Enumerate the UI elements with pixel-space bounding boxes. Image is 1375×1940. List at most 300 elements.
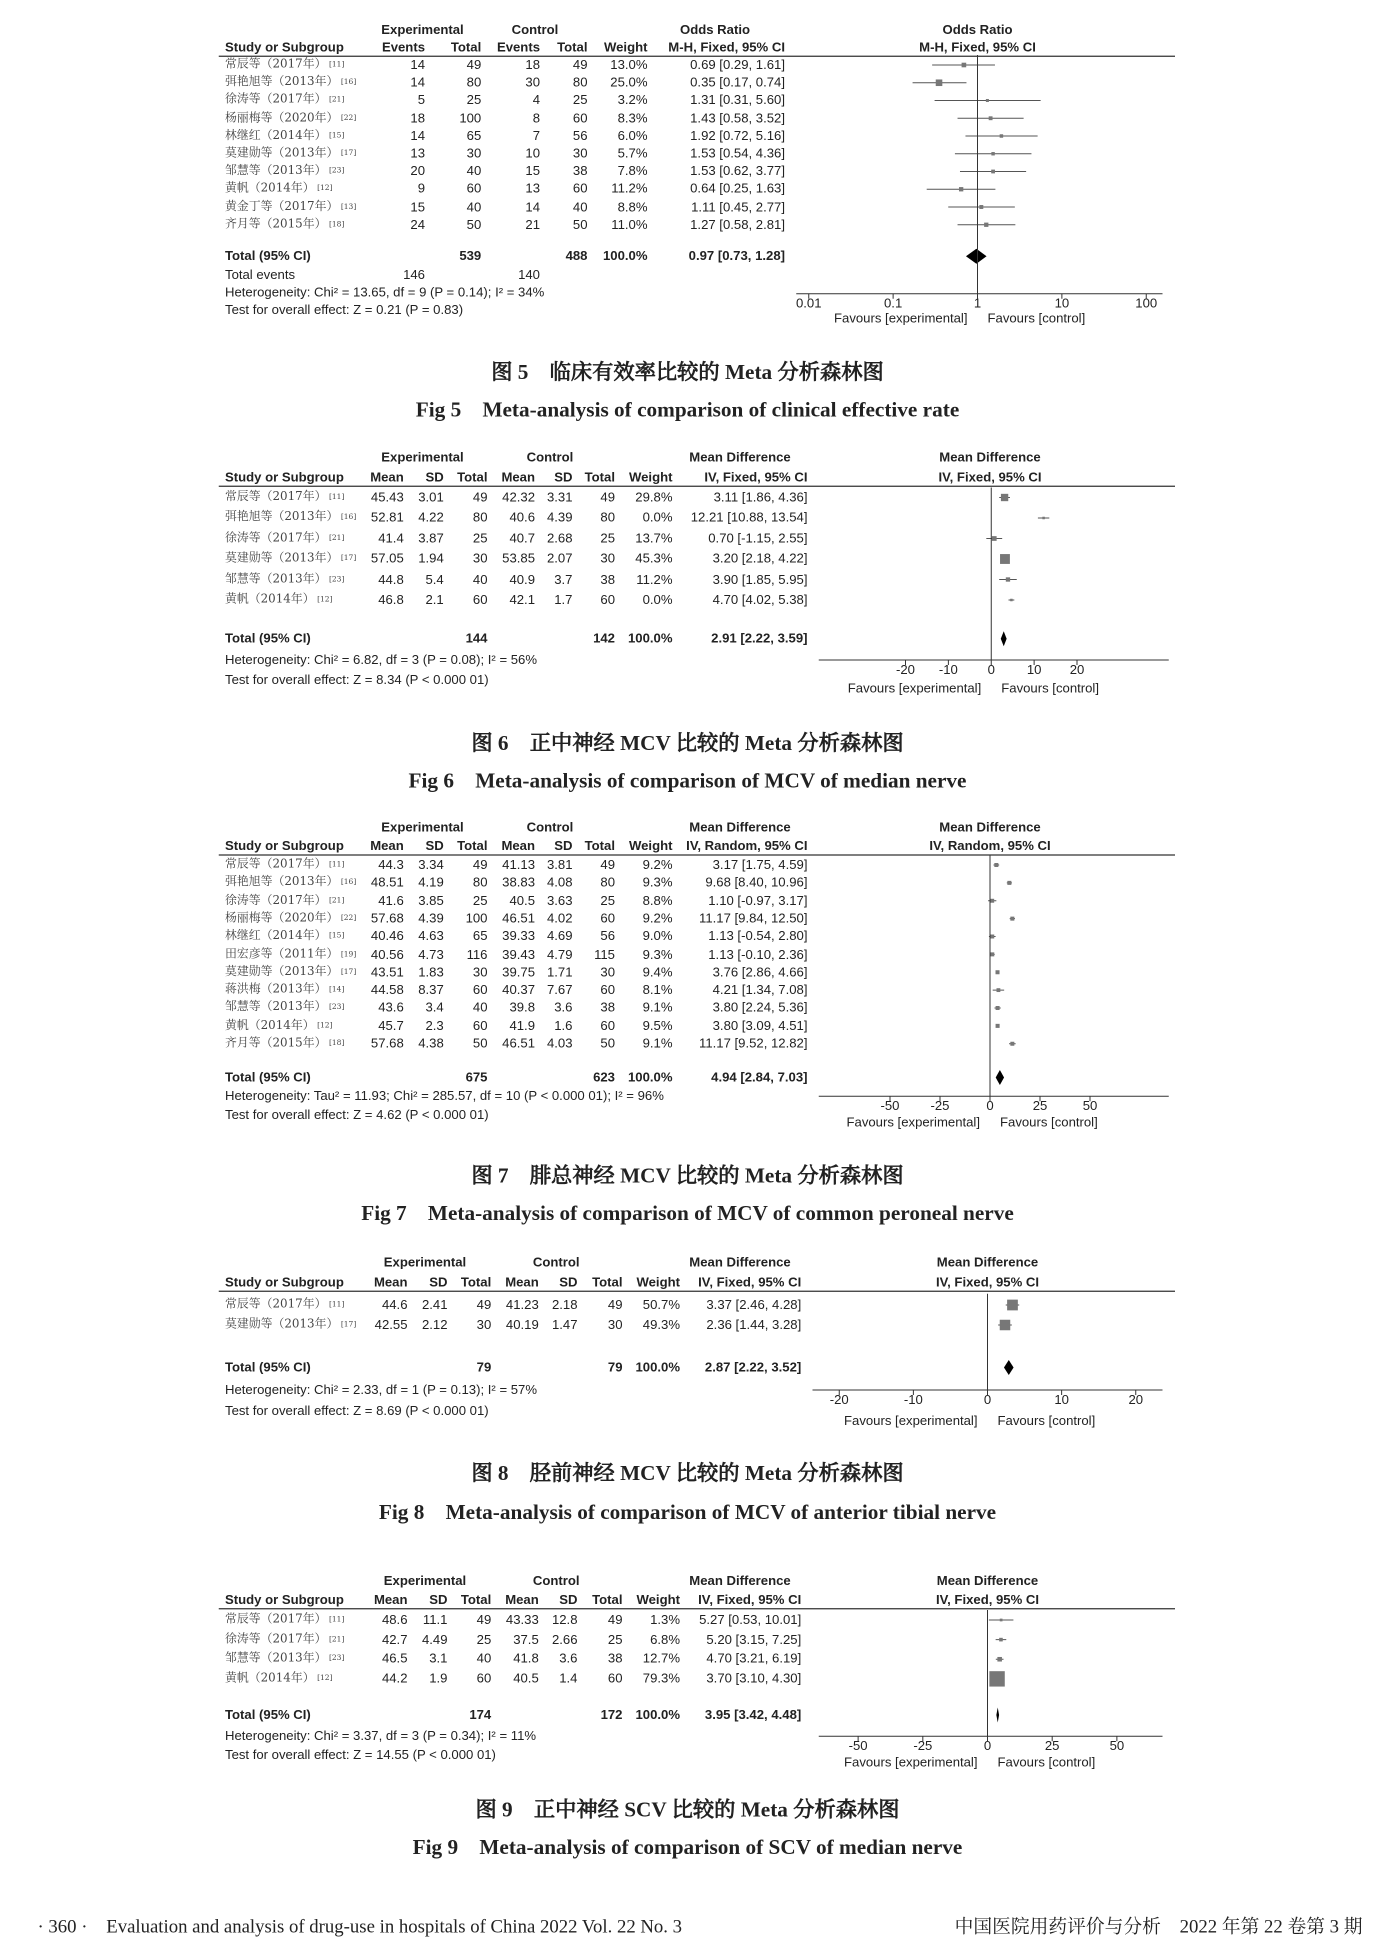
table-cell: 11.0% bbox=[611, 217, 648, 233]
table-cell: 42.55 bbox=[374, 1317, 408, 1333]
figure-caption-cn: 图 5 临床有效率比较的 Meta 分析森林图 bbox=[491, 360, 884, 384]
total-effect: 2.91 [2.22, 3.59] bbox=[711, 631, 808, 647]
group1-header: Experimental bbox=[383, 1573, 467, 1589]
study-name: 邹慧等（2013年） [23] bbox=[225, 163, 345, 178]
table-cell: 53.85 bbox=[502, 551, 535, 567]
table-cell: 1.94 bbox=[418, 551, 444, 567]
table-cell: 46.51 bbox=[502, 911, 535, 927]
effect-estimate: 9.68 [8.40, 10.96] bbox=[705, 875, 808, 891]
table-cell: 1.9 bbox=[429, 1671, 448, 1687]
table-cell: 2.18 bbox=[551, 1297, 578, 1313]
method-header: IV, Fixed, 95% CI bbox=[704, 470, 808, 485]
table-cell: 2.1 bbox=[425, 592, 444, 608]
column-header: Total bbox=[460, 1275, 492, 1290]
table-cell: 11.2% bbox=[611, 181, 648, 197]
table-cell: 46.8 bbox=[378, 592, 404, 608]
table-cell: 25 bbox=[472, 530, 488, 546]
study-name: 蒋洪梅（2013年） [14] bbox=[225, 982, 345, 997]
table-cell: 2.3 bbox=[425, 1018, 444, 1034]
group2-header: Control bbox=[511, 22, 559, 38]
total-effect: 0.97 [0.73, 1.28] bbox=[688, 248, 785, 264]
study-marker bbox=[997, 1657, 1002, 1662]
x-tick-label: 10 bbox=[1054, 296, 1070, 312]
effect-header: Mean Difference bbox=[689, 450, 791, 465]
x-tick-label: 0 bbox=[987, 662, 995, 678]
effect-estimate: 1.43 [0.58, 3.52] bbox=[690, 110, 785, 126]
table-cell: 9.2% bbox=[642, 911, 673, 927]
x-tick-label: 100 bbox=[1135, 296, 1158, 312]
table-cell: 8.3% bbox=[617, 110, 648, 126]
table-cell: 4.63 bbox=[418, 928, 444, 944]
table-cell: 40.5 bbox=[513, 1671, 539, 1687]
table-cell: 44.2 bbox=[381, 1671, 408, 1687]
study-marker bbox=[989, 1671, 1004, 1686]
x-tick-label: 0 bbox=[983, 1392, 992, 1408]
study-name: 常辰等（2017年） [11] bbox=[225, 857, 345, 872]
table-cell: 25 bbox=[600, 530, 615, 546]
figure-caption-en: Fig 6 Meta-analysis of comparison of MCV of median nerve bbox=[408, 768, 967, 793]
effect-estimate: 11.17 [9.84, 12.50] bbox=[699, 911, 808, 927]
study-reference: [12] bbox=[317, 595, 333, 604]
effect-estimate: 1.31 [0.31, 5.60] bbox=[690, 92, 785, 108]
table-cell: 48.6 bbox=[381, 1612, 408, 1628]
table-cell: 30 bbox=[600, 964, 615, 980]
method-header: IV, Fixed, 95% CI bbox=[698, 1592, 802, 1608]
study-column-header: Study or Subgroup bbox=[225, 40, 344, 55]
table-cell: 14 bbox=[410, 75, 425, 91]
study-name: 林继红（2014年） [15] bbox=[225, 928, 345, 943]
total-label: Total (95% CI) bbox=[225, 1070, 311, 1085]
study-reference: [15] bbox=[328, 931, 345, 941]
table-cell: 60 bbox=[472, 1018, 488, 1034]
table-cell: 3.31 bbox=[546, 490, 573, 505]
plot-effect-header: Odds Ratio bbox=[942, 22, 1013, 38]
total-cell: 144 bbox=[465, 631, 488, 647]
total-cell: 100.0% bbox=[602, 248, 648, 264]
effect-estimate: 3.80 [3.09, 4.51] bbox=[712, 1018, 808, 1034]
table-cell: 5.4 bbox=[425, 571, 444, 587]
table-cell: 4.19 bbox=[418, 875, 444, 891]
effect-estimate: 5.27 [0.53, 10.01] bbox=[699, 1612, 802, 1628]
table-cell: 44.6 bbox=[381, 1297, 408, 1313]
x-tick-label: 20 bbox=[1128, 1392, 1144, 1408]
table-cell: 4.73 bbox=[418, 946, 444, 962]
method-header: IV, Random, 95% CI bbox=[686, 838, 808, 854]
table-cell: 56 bbox=[600, 928, 615, 944]
total-cell: 100.0% bbox=[635, 1707, 680, 1723]
table-cell: 39.33 bbox=[502, 928, 535, 944]
table-cell: 80 bbox=[600, 510, 615, 526]
table-cell: 80 bbox=[600, 875, 615, 891]
effect-estimate: 3.80 [2.24, 5.36] bbox=[712, 1000, 808, 1016]
table-cell: 60 bbox=[600, 592, 615, 608]
table-cell: 45.7 bbox=[378, 1018, 404, 1034]
total-cell: 100.0% bbox=[635, 1360, 680, 1375]
table-cell: 15 bbox=[525, 163, 540, 179]
heterogeneity-text: Heterogeneity: Chi² = 3.37, df = 3 (P = 0.34); I² = 11% bbox=[225, 1728, 537, 1744]
table-cell: 3.4 bbox=[425, 1000, 444, 1016]
total-cell: 79 bbox=[607, 1360, 623, 1375]
group2-header: Control bbox=[526, 450, 574, 465]
column-header: SD bbox=[425, 838, 444, 854]
study-reference: [21] bbox=[328, 1634, 345, 1644]
table-cell: 45.43 bbox=[370, 490, 404, 505]
method-header: IV, Fixed, 95% CI bbox=[698, 1275, 802, 1290]
study-reference: [23] bbox=[328, 1654, 345, 1663]
table-cell: 80 bbox=[466, 75, 482, 91]
table-cell: 41.4 bbox=[378, 530, 404, 546]
favours-left-label: Favours [experimental] bbox=[834, 311, 968, 327]
table-cell: 1.71 bbox=[546, 964, 573, 980]
column-header: Events bbox=[381, 40, 425, 55]
table-cell: 25 bbox=[572, 92, 588, 108]
table-cell: 1.4 bbox=[559, 1671, 578, 1687]
table-cell: 44.58 bbox=[370, 982, 404, 998]
table-cell: 40 bbox=[572, 199, 588, 215]
table-cell: 3.85 bbox=[418, 893, 444, 909]
table-cell: 50 bbox=[572, 217, 588, 233]
table-cell: 49 bbox=[472, 857, 488, 873]
table-cell: 60 bbox=[600, 982, 615, 998]
table-cell: 12.7% bbox=[642, 1651, 680, 1667]
x-tick-label: 0 bbox=[983, 1738, 992, 1754]
group1-header: Experimental bbox=[381, 22, 464, 38]
study-name: 黄帆（2014年） [12] bbox=[225, 181, 333, 196]
x-tick-label: 0.01 bbox=[795, 296, 822, 312]
study-reference: [18] bbox=[328, 1038, 345, 1048]
table-cell: 25.0% bbox=[610, 75, 648, 91]
table-cell: 38 bbox=[600, 571, 615, 587]
study-name: 徐涛等（2017年） [21] bbox=[225, 1632, 345, 1646]
study-name: 杨丽梅等（2020年） [22] bbox=[225, 911, 357, 925]
table-cell: 40.5 bbox=[509, 893, 535, 909]
total-cell: 100.0% bbox=[627, 631, 673, 647]
total-label: Total (95% CI) bbox=[225, 631, 311, 647]
table-cell: 14 bbox=[525, 199, 540, 215]
figure-caption-en: Fig 5 Meta-analysis of comparison of clinical effective rate bbox=[415, 397, 960, 422]
study-name: 邹慧等（2013年） [23] bbox=[225, 1651, 345, 1666]
study-name: 邹慧等（2013年） [23] bbox=[225, 1000, 345, 1015]
table-cell: 14 bbox=[410, 128, 425, 144]
table-cell: 21 bbox=[525, 217, 540, 233]
table-cell: 79.3% bbox=[642, 1671, 680, 1687]
table-cell: 29.8% bbox=[635, 490, 673, 505]
column-header: SD bbox=[554, 838, 573, 854]
table-cell: 43.51 bbox=[370, 964, 404, 980]
x-tick-label: -50 bbox=[848, 1738, 868, 1754]
effect-estimate: 3.11 [1.86, 4.36] bbox=[713, 490, 808, 505]
column-header: Total bbox=[584, 838, 615, 854]
table-cell: 4.22 bbox=[418, 510, 444, 526]
table-cell: 7.67 bbox=[546, 982, 573, 998]
table-cell: 12.8 bbox=[551, 1612, 578, 1628]
total-effect: 4.94 [2.84, 7.03] bbox=[711, 1070, 808, 1085]
figure-caption-cn: 图 8 胫前神经 MCV 比较的 Meta 分析森林图 bbox=[471, 1461, 904, 1485]
group1-header: Experimental bbox=[383, 1255, 467, 1270]
table-cell: 10 bbox=[525, 146, 540, 162]
table-cell: 80 bbox=[472, 510, 488, 526]
table-cell: 49.3% bbox=[642, 1317, 680, 1333]
study-reference: [15] bbox=[328, 130, 345, 140]
plot-effect-header: Mean Difference bbox=[936, 1573, 1039, 1589]
total-cell: 623 bbox=[593, 1070, 615, 1085]
overall-effect-text: Test for overall effect: Z = 0.21 (P = 0.83) bbox=[225, 302, 464, 318]
table-cell: 40.19 bbox=[505, 1317, 539, 1333]
column-header: Mean bbox=[373, 1275, 408, 1290]
table-cell: 18 bbox=[525, 57, 540, 73]
x-tick-label: -25 bbox=[930, 1098, 950, 1114]
effect-estimate: 2.36 [1.44, 3.28] bbox=[706, 1317, 802, 1333]
table-cell: 30 bbox=[525, 75, 540, 91]
column-header: Mean bbox=[370, 470, 404, 485]
table-cell: 60 bbox=[572, 110, 588, 126]
effect-estimate: 4.70 [4.02, 5.38] bbox=[712, 592, 808, 608]
column-header: SD bbox=[425, 470, 444, 485]
group1-header: Experimental bbox=[381, 450, 464, 465]
x-tick-label: 0 bbox=[986, 1098, 994, 1114]
column-header: Weight bbox=[628, 838, 673, 854]
table-cell: 8.37 bbox=[418, 982, 444, 998]
plot-method-header: IV, Fixed, 95% CI bbox=[935, 1592, 1040, 1608]
table-cell: 3.01 bbox=[418, 490, 444, 505]
x-tick-label: -10 bbox=[938, 662, 958, 678]
table-cell: 7.8% bbox=[617, 163, 648, 179]
table-cell: 44.8 bbox=[378, 571, 404, 587]
table-cell: 30 bbox=[572, 146, 588, 162]
plot-method-header: M-H, Fixed, 95% CI bbox=[919, 40, 1036, 55]
study-name: 黄帆（2014年） [12] bbox=[225, 1671, 333, 1686]
table-cell: 11.1 bbox=[422, 1612, 448, 1628]
table-cell: 30 bbox=[472, 964, 488, 980]
study-name: 弭艳旭等（2013年） [16] bbox=[225, 75, 357, 89]
x-tick-label: 50 bbox=[1082, 1098, 1098, 1114]
table-cell: 100 bbox=[459, 110, 482, 126]
study-reference: [23] bbox=[328, 1002, 345, 1012]
plot-effect-header: Mean Difference bbox=[936, 1255, 1039, 1270]
effect-estimate: 12.21 [10.88, 13.54] bbox=[690, 510, 808, 526]
table-cell: 43.33 bbox=[505, 1612, 539, 1628]
total-cell: 488 bbox=[565, 248, 588, 264]
table-cell: 40.56 bbox=[370, 946, 404, 962]
favours-right-label: Favours [control] bbox=[997, 1413, 1096, 1429]
effect-estimate: 1.13 [-0.54, 2.80] bbox=[708, 928, 808, 944]
table-cell: 18 bbox=[410, 110, 425, 126]
total-label: Total (95% CI) bbox=[225, 248, 311, 264]
table-cell: 4.79 bbox=[546, 946, 573, 962]
table-cell: 20 bbox=[410, 163, 425, 179]
effect-header: Mean Difference bbox=[689, 820, 791, 835]
table-cell: 0.0% bbox=[642, 510, 673, 526]
heterogeneity-text: Heterogeneity: Tau² = 11.93; Chi² = 285.57, df = 10 (P < 0.000 01); I² = 96% bbox=[225, 1088, 664, 1104]
table-cell: 38 bbox=[607, 1651, 623, 1667]
total-cell: 79 bbox=[476, 1360, 492, 1375]
table-cell: 40.46 bbox=[370, 928, 404, 944]
column-header: Weight bbox=[603, 40, 648, 55]
figure-caption-cn: 图 6 正中神经 MCV 比较的 Meta 分析森林图 bbox=[471, 731, 904, 755]
study-name: 徐涛等（2017年） [21] bbox=[225, 530, 345, 545]
study-reference: [21] bbox=[328, 533, 345, 543]
x-tick-label: 20 bbox=[1069, 662, 1085, 678]
heterogeneity-text: Heterogeneity: Chi² = 2.33, df = 1 (P = 0.13); I² = 57% bbox=[225, 1382, 538, 1398]
study-reference: [17] bbox=[340, 967, 357, 976]
table-cell: 24 bbox=[410, 217, 425, 233]
table-cell: 41.9 bbox=[509, 1018, 535, 1034]
x-tick-label: -20 bbox=[829, 1392, 849, 1408]
total-cell: 675 bbox=[465, 1070, 488, 1085]
study-name: 徐涛等（2017年） [21] bbox=[225, 893, 345, 907]
table-cell: 5.7% bbox=[617, 146, 648, 162]
total-effect: 2.87 [2.22, 3.52] bbox=[704, 1360, 802, 1375]
table-cell: 2.41 bbox=[421, 1297, 448, 1313]
table-cell: 37.5 bbox=[513, 1632, 539, 1648]
table-cell: 4.08 bbox=[546, 875, 573, 891]
table-cell: 48.51 bbox=[370, 875, 404, 891]
table-cell: 60 bbox=[600, 1018, 615, 1034]
table-cell: 5 bbox=[417, 92, 425, 108]
total-events-cell: 140 bbox=[518, 267, 540, 283]
favours-left-label: Favours [experimental] bbox=[846, 1115, 980, 1130]
study-reference: [17] bbox=[340, 1320, 357, 1329]
study-reference: [13] bbox=[340, 201, 357, 211]
x-tick-label: 1 bbox=[973, 296, 982, 312]
table-cell: 38 bbox=[600, 1000, 615, 1016]
table-cell: 40.37 bbox=[502, 982, 535, 998]
group2-header: Control bbox=[532, 1573, 580, 1589]
effect-estimate: 3.76 [2.86, 4.66] bbox=[712, 964, 808, 980]
table-cell: 3.63 bbox=[546, 893, 573, 909]
column-header: Weight bbox=[636, 1275, 680, 1290]
table-cell: 3.81 bbox=[546, 857, 573, 873]
table-cell: 50 bbox=[472, 1036, 488, 1052]
study-reference: [17] bbox=[340, 553, 357, 563]
table-cell: 40.9 bbox=[509, 571, 535, 587]
table-cell: 39.75 bbox=[502, 964, 535, 980]
figure-caption-en: Fig 9 Meta-analysis of comparison of SCV of median nerve bbox=[412, 1835, 963, 1859]
column-header: Mean bbox=[505, 1592, 539, 1608]
study-name: 莫建勋等（2013年） [17] bbox=[225, 551, 357, 566]
table-cell: 15 bbox=[410, 199, 425, 215]
study-name: 齐月等（2015年） [18] bbox=[225, 1036, 345, 1050]
effect-estimate: 3.37 [2.46, 4.28] bbox=[706, 1297, 802, 1313]
footer-right: 中国医院用药评价与分析 2022 年第 22 卷第 3 期 bbox=[954, 1917, 1363, 1938]
column-header: Total bbox=[592, 1275, 623, 1290]
table-cell: 40 bbox=[472, 1000, 488, 1016]
table-cell: 38.83 bbox=[502, 875, 535, 891]
table-cell: 46.51 bbox=[502, 1036, 535, 1052]
favours-left-label: Favours [experimental] bbox=[847, 681, 982, 697]
table-cell: 4 bbox=[532, 92, 540, 108]
table-cell: 57.05 bbox=[370, 551, 404, 567]
study-name: 邹慧等（2013年） [23] bbox=[225, 571, 345, 586]
table-cell: 25 bbox=[600, 893, 615, 909]
study-reference: [22] bbox=[340, 113, 357, 122]
table-cell: 1.83 bbox=[418, 964, 444, 980]
x-tick-label: 50 bbox=[1109, 1738, 1125, 1754]
effect-estimate: 1.10 [-0.97, 3.17] bbox=[708, 893, 808, 909]
group1-header: Experimental bbox=[381, 820, 464, 835]
table-cell: 4.49 bbox=[421, 1632, 448, 1648]
table-cell: 50 bbox=[600, 1036, 615, 1052]
table-cell: 9.1% bbox=[642, 1036, 673, 1052]
study-marker bbox=[1000, 1619, 1003, 1622]
x-tick-label: -10 bbox=[903, 1392, 923, 1408]
column-header: Mean bbox=[501, 838, 535, 854]
column-header: Mean bbox=[505, 1275, 539, 1290]
study-reference: [11] bbox=[328, 492, 345, 502]
table-cell: 65 bbox=[466, 128, 482, 144]
study-reference: [23] bbox=[328, 166, 345, 176]
table-cell: 30 bbox=[476, 1317, 492, 1333]
column-header: Total bbox=[460, 1592, 492, 1608]
overall-effect-text: Test for overall effect: Z = 14.55 (P < 0.000 01) bbox=[225, 1747, 496, 1763]
table-cell: 0.0% bbox=[642, 592, 673, 608]
table-cell: 49 bbox=[600, 490, 615, 505]
table-cell: 4.38 bbox=[418, 1036, 444, 1052]
effect-estimate: 11.17 [9.52, 12.82] bbox=[699, 1036, 808, 1052]
x-tick-label: 25 bbox=[1032, 1098, 1048, 1114]
study-column-header: Study or Subgroup bbox=[225, 1275, 344, 1290]
table-cell: 60 bbox=[607, 1671, 623, 1687]
table-cell: 57.68 bbox=[370, 911, 404, 927]
table-cell: 11.2% bbox=[636, 571, 673, 587]
effect-estimate: 1.53 [0.54, 4.36] bbox=[690, 146, 785, 162]
study-reference: [23] bbox=[328, 574, 345, 584]
table-cell: 9 bbox=[417, 181, 425, 197]
study-marker bbox=[999, 1638, 1003, 1642]
table-cell: 45.3% bbox=[635, 551, 673, 567]
table-cell: 1.7 bbox=[554, 592, 573, 608]
column-header: Events bbox=[496, 40, 540, 55]
table-cell: 49 bbox=[476, 1612, 492, 1628]
effect-estimate: 4.21 [1.34, 7.08] bbox=[712, 982, 808, 998]
plot-effect-header: Mean Difference bbox=[939, 450, 1041, 465]
x-tick-label: 25 bbox=[1044, 1738, 1060, 1754]
table-cell: 42.1 bbox=[509, 592, 535, 608]
table-cell: 25 bbox=[466, 92, 482, 108]
group2-header: Control bbox=[532, 1255, 580, 1270]
effect-estimate: 1.13 [-0.10, 2.36] bbox=[708, 946, 808, 962]
overall-effect-text: Test for overall effect: Z = 8.69 (P < 0.000 01) bbox=[225, 1403, 489, 1419]
figure-caption-cn: 图 9 正中神经 SCV 比较的 Meta 分析森林图 bbox=[475, 1797, 900, 1822]
favours-left-label: Favours [experimental] bbox=[844, 1755, 978, 1770]
table-cell: 56 bbox=[572, 128, 588, 144]
table-cell: 30 bbox=[466, 146, 482, 162]
table-cell: 25 bbox=[607, 1632, 623, 1648]
table-cell: 40 bbox=[466, 199, 482, 215]
table-cell: 41.8 bbox=[513, 1651, 539, 1667]
table-cell: 40 bbox=[472, 571, 488, 587]
table-cell: 49 bbox=[472, 490, 488, 505]
study-reference: [18] bbox=[328, 219, 345, 229]
table-cell: 4.39 bbox=[546, 510, 573, 526]
study-reference: [11] bbox=[328, 1300, 345, 1309]
table-cell: 60 bbox=[600, 911, 615, 927]
effect-estimate: 1.53 [0.62, 3.77] bbox=[690, 163, 785, 179]
table-cell: 7 bbox=[532, 128, 540, 144]
study-reference: [11] bbox=[328, 60, 345, 69]
effect-estimate: 0.70 [-1.15, 2.55] bbox=[708, 530, 808, 546]
table-cell: 2.12 bbox=[421, 1317, 448, 1333]
table-cell: 60 bbox=[472, 982, 488, 998]
table-cell: 13 bbox=[525, 181, 540, 197]
study-column-header: Study or Subgroup bbox=[225, 470, 344, 485]
table-cell: 49 bbox=[466, 57, 482, 73]
heterogeneity-text: Heterogeneity: Chi² = 13.65, df = 9 (P = 0.14); I² = 34% bbox=[225, 285, 545, 300]
column-header: Weight bbox=[628, 470, 673, 485]
study-reference: [11] bbox=[328, 1615, 345, 1624]
table-cell: 8.8% bbox=[617, 199, 648, 215]
overall-effect-text: Test for overall effect: Z = 4.62 (P < 0.000 01) bbox=[225, 1107, 489, 1123]
